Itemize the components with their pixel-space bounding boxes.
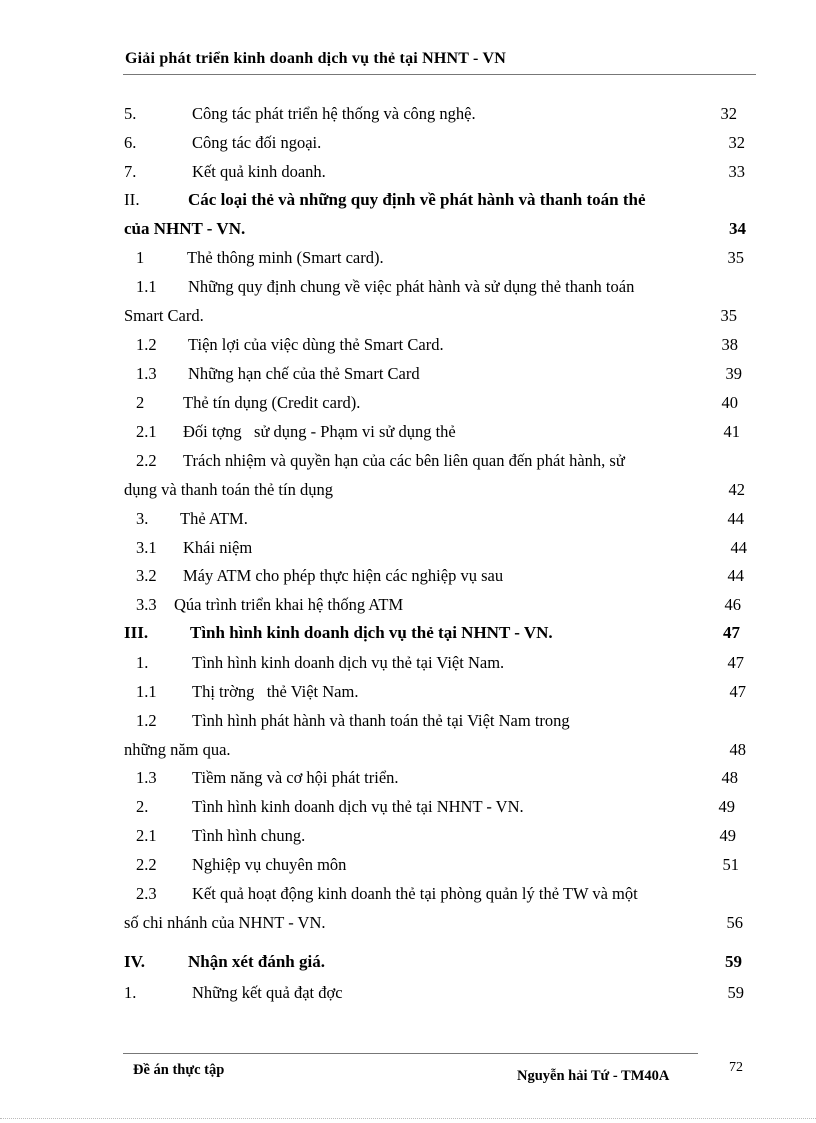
toc-entry	[0, 949, 816, 975]
toc-page: 49	[719, 826, 736, 845]
toc-text: Những kết quả đạt đợc	[192, 983, 343, 1002]
toc-number: 3.	[136, 509, 149, 528]
toc-page: 39	[725, 364, 742, 383]
toc-entry	[0, 187, 816, 213]
toc-entry	[0, 216, 816, 242]
toc-entry	[0, 159, 816, 185]
toc-page: 33	[728, 162, 745, 181]
toc-page: 41	[723, 422, 740, 441]
toc-entry	[0, 419, 816, 445]
toc-number: 1.1	[136, 277, 157, 296]
toc-page: 47	[723, 623, 740, 642]
toc-text: Công tác đối ngoại.	[192, 133, 322, 152]
toc-number: 2.2	[136, 855, 157, 874]
toc-page: 48	[721, 768, 738, 787]
toc-page: 59	[725, 952, 742, 971]
header-rule	[123, 74, 756, 75]
toc-entry	[0, 765, 816, 791]
toc-entry	[0, 274, 816, 300]
toc-page: 56	[726, 913, 743, 932]
toc-entry	[0, 708, 816, 734]
toc-page: 44	[730, 538, 747, 557]
toc-text: Qúa trình triển khai hệ thống ATM	[174, 595, 404, 614]
toc-number: 6.	[124, 133, 137, 152]
toc-number: III.	[124, 623, 149, 642]
toc-number: 2.1	[136, 422, 157, 441]
footer-rule	[123, 1053, 698, 1054]
page-edge-divider	[0, 1118, 816, 1119]
toc-number: 3.2	[136, 566, 157, 585]
toc-entry	[0, 823, 816, 849]
toc-text: Đối tợng sử dụng - Phạm vi sử dụng thẻ	[183, 422, 456, 441]
toc-page: 35	[727, 248, 744, 267]
toc-entry	[0, 852, 816, 878]
toc-text: Kết quả hoạt động kinh doanh thẻ tại phòng quản lý thẻ TW và một	[192, 884, 638, 903]
toc-number: 3.1	[136, 538, 157, 557]
toc-page: 44	[727, 566, 744, 585]
footer-right-text: Nguyễn hải Tứ - TM40A	[517, 1068, 670, 1084]
toc-page: 47	[729, 682, 746, 701]
toc-text: Tình hình kinh doanh dịch vụ thẻ tại NHNT - VN.	[192, 797, 524, 816]
toc-number: 1.3	[136, 768, 157, 787]
toc-number: 2.1	[136, 826, 157, 845]
toc-text: Tình hình phát hành và thanh toán thẻ tại Việt Nam trong	[192, 711, 570, 730]
toc-number: II.	[124, 190, 140, 209]
toc-entry	[0, 130, 816, 156]
toc-entry	[0, 448, 816, 474]
toc-entry	[0, 679, 816, 705]
toc-text: Thẻ thông minh (Smart card).	[187, 248, 384, 267]
toc-entry	[0, 650, 816, 676]
toc-number: 2.2	[136, 451, 157, 470]
toc-text: Nghiệp vụ chuyên môn	[192, 855, 347, 874]
toc-text: Thị trờng thẻ Việt Nam.	[192, 682, 359, 701]
toc-number: 1.	[124, 983, 137, 1002]
toc-text: Trách nhiệm và quyền hạn của các bên liên quan đến phát hành, sử	[183, 451, 625, 470]
footer-left-text: Đề án thực tập	[133, 1062, 225, 1078]
toc-text: dụng và thanh toán thẻ tín dụng	[124, 480, 333, 499]
toc-entry	[0, 980, 816, 1006]
toc-number: 1.2	[136, 711, 157, 730]
toc-page: 49	[718, 797, 735, 816]
toc-number: 1	[136, 248, 145, 267]
toc-text: Các loại thẻ và những quy định về phát hành và thanh toán thẻ	[188, 190, 646, 209]
toc-entry	[0, 881, 816, 907]
toc-number: 1.3	[136, 364, 157, 383]
toc-entry	[0, 390, 816, 416]
toc-text: Tình hình chung.	[192, 826, 306, 845]
toc-number: 2.	[136, 797, 149, 816]
toc-number: 2.3	[136, 884, 157, 903]
toc-text: Thẻ tín dụng (Credit card).	[183, 393, 361, 412]
toc-number: 3.3	[136, 595, 157, 614]
toc-entry	[0, 592, 816, 618]
toc-page: 46	[724, 595, 741, 614]
toc-text: Tiềm năng và cơ hội phát triển.	[192, 768, 399, 787]
toc-text: Kết quả kinh doanh.	[192, 162, 326, 181]
page-number: 72	[729, 1060, 743, 1075]
toc-entry	[0, 506, 816, 532]
toc-entry	[0, 361, 816, 387]
toc-page: 48	[729, 740, 746, 759]
toc-page: 34	[729, 219, 746, 238]
toc-text: Công tác phát triển hệ thống và công nghệ.	[192, 104, 476, 123]
toc-text: Khái niệm	[183, 538, 253, 557]
toc-entry	[0, 245, 816, 271]
toc-text: Nhận xét đánh giá.	[188, 952, 325, 971]
toc-page: 59	[727, 983, 744, 1002]
toc-entry	[0, 101, 816, 127]
toc-number: 7.	[124, 162, 137, 181]
toc-text: của NHNT - VN.	[124, 219, 246, 238]
toc-number: 1.1	[136, 682, 157, 701]
toc-page: 44	[727, 509, 744, 528]
toc-entry	[0, 910, 816, 936]
toc-entry	[0, 794, 816, 820]
toc-entry	[0, 477, 816, 503]
toc-text: số chi nhánh của NHNT - VN.	[124, 913, 326, 932]
toc-page: 51	[722, 855, 739, 874]
toc-entry	[0, 303, 816, 329]
toc-entry	[0, 332, 816, 358]
toc-page: 38	[721, 335, 738, 354]
running-header: Giải phát triển kinh doanh dịch vụ thẻ tại NHNT - VN	[125, 50, 507, 67]
toc-text: Tiện lợi của việc dùng thẻ Smart Card.	[188, 335, 444, 354]
toc-number: IV.	[124, 952, 145, 971]
toc-number: 2	[136, 393, 145, 412]
toc-text: Smart Card.	[124, 306, 204, 325]
toc-text: Tình hình kinh doanh dịch vụ thẻ tại Việt Nam.	[192, 653, 505, 672]
toc-page: 32	[720, 104, 737, 123]
toc-number: 5.	[124, 104, 137, 123]
toc-text: những năm qua.	[124, 740, 231, 759]
toc-entry	[0, 620, 816, 646]
toc-entry	[0, 563, 816, 589]
toc-text: Tình hình kinh doanh dịch vụ thẻ tại NHNT - VN.	[190, 623, 553, 642]
toc-page: 35	[720, 306, 737, 325]
toc-number: 1.2	[136, 335, 157, 354]
toc-text: Thẻ ATM.	[180, 509, 248, 528]
toc-entry	[0, 737, 816, 763]
toc-page: 40	[721, 393, 738, 412]
toc-number: 1.	[136, 653, 149, 672]
toc-page: 42	[728, 480, 745, 499]
toc-page: 32	[728, 133, 745, 152]
toc-entry	[0, 535, 816, 561]
toc-page: 47	[727, 653, 744, 672]
toc-text: Những hạn chế của thẻ Smart Card	[188, 364, 420, 383]
toc-text: Máy ATM cho phép thực hiện các nghiệp vụ sau	[183, 566, 504, 585]
toc-text: Những quy định chung về việc phát hành và sử dụng thẻ thanh toán	[188, 277, 635, 296]
